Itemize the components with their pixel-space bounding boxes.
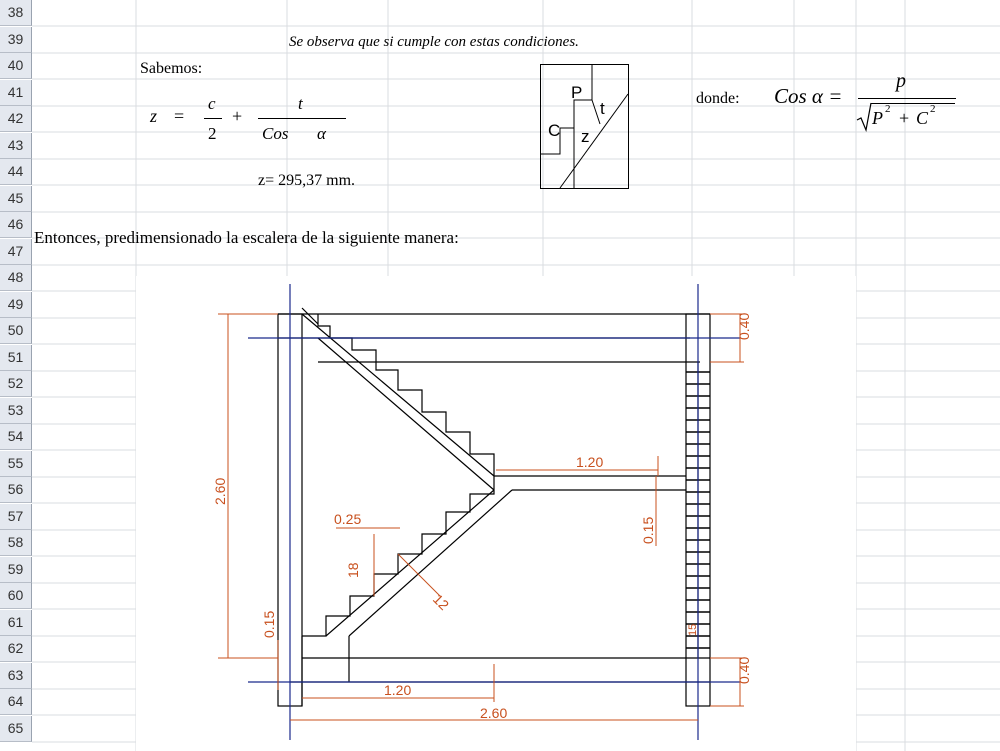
- dim-tread: 0.25: [334, 511, 362, 527]
- formula-cos-den-c: C: [916, 108, 929, 128]
- formula-c-den: 2: [208, 124, 217, 143]
- dim-slab: 12: [429, 590, 453, 614]
- formula-cos-exp-p: 2: [885, 103, 891, 115]
- formula-cos-den-p: P: [872, 108, 883, 128]
- row-header[interactable]: 46: [0, 212, 32, 238]
- row-header[interactable]: 41: [0, 80, 32, 106]
- row-header[interactable]: 61: [0, 610, 32, 636]
- formula-z-lhs: z: [150, 106, 158, 126]
- dim-landing-width: 1.20: [576, 454, 604, 470]
- row-header[interactable]: 55: [0, 451, 32, 477]
- row-header[interactable]: 59: [0, 557, 32, 583]
- row-header[interactable]: 38: [0, 0, 32, 26]
- entonces-text: Entonces, predimensionado la escalera de la siguiente manera:: [34, 228, 459, 247]
- dim-height-total: 2.60: [212, 477, 228, 505]
- formula-cos-num: p: [896, 70, 906, 92]
- sabemos-label: Sabemos:: [140, 60, 203, 77]
- row-header[interactable]: 57: [0, 504, 32, 530]
- formula-plus: +: [232, 106, 243, 126]
- row-header[interactable]: 40: [0, 53, 32, 79]
- row-header[interactable]: 63: [0, 663, 32, 689]
- row-header[interactable]: 62: [0, 636, 32, 662]
- row-header[interactable]: 50: [0, 318, 32, 344]
- dim-top-right: 0.40: [736, 312, 752, 340]
- dim-small-right: 15: [687, 623, 699, 636]
- row-header[interactable]: 56: [0, 477, 32, 503]
- row-header[interactable]: 48: [0, 265, 32, 291]
- formula-cos-lhs: Cos α =: [774, 84, 843, 108]
- row-header[interactable]: 52: [0, 371, 32, 397]
- observation-text: Se observa que si cumple con estas condiciones.: [289, 34, 579, 50]
- dim-landing-thickness: 0.15: [640, 516, 656, 544]
- small-label-t: t: [600, 99, 605, 118]
- formula-z-eq: =: [174, 106, 185, 126]
- small-label-z: z: [581, 127, 590, 146]
- row-header[interactable]: 58: [0, 530, 32, 556]
- formula-c-num: c: [208, 94, 216, 113]
- dim-riser: 18: [345, 562, 361, 578]
- small-label-c: C: [548, 121, 561, 140]
- dim-bottom-right: 0.40: [736, 656, 752, 684]
- row-header[interactable]: 54: [0, 424, 32, 450]
- row-header[interactable]: 39: [0, 27, 32, 53]
- small-label-p: P: [571, 83, 583, 102]
- dim-bottom-landing: 1.20: [384, 682, 412, 698]
- row-header[interactable]: 42: [0, 106, 32, 132]
- dim-width-total: 2.60: [480, 705, 508, 721]
- formula-cos-exp-c: 2: [930, 103, 936, 115]
- row-header[interactable]: 60: [0, 583, 32, 609]
- row-header[interactable]: 51: [0, 345, 32, 371]
- row-header[interactable]: 43: [0, 133, 32, 159]
- formula-t-num: t: [298, 94, 303, 113]
- donde-label: donde:: [696, 90, 740, 107]
- formula-t-den-cos: Cos: [262, 124, 289, 143]
- row-header[interactable]: 45: [0, 186, 32, 212]
- row-header[interactable]: 64: [0, 689, 32, 715]
- z-result: z= 295,37 mm.: [258, 172, 356, 189]
- row-header[interactable]: 65: [0, 716, 32, 742]
- dim-base-thickness: 0.15: [261, 610, 277, 638]
- row-header[interactable]: 47: [0, 239, 32, 265]
- formula-cos-den-plus: +: [899, 108, 910, 128]
- row-header[interactable]: 53: [0, 398, 32, 424]
- row-header[interactable]: 44: [0, 159, 32, 185]
- formula-t-den-alpha: α: [317, 124, 326, 143]
- row-header[interactable]: 49: [0, 292, 32, 318]
